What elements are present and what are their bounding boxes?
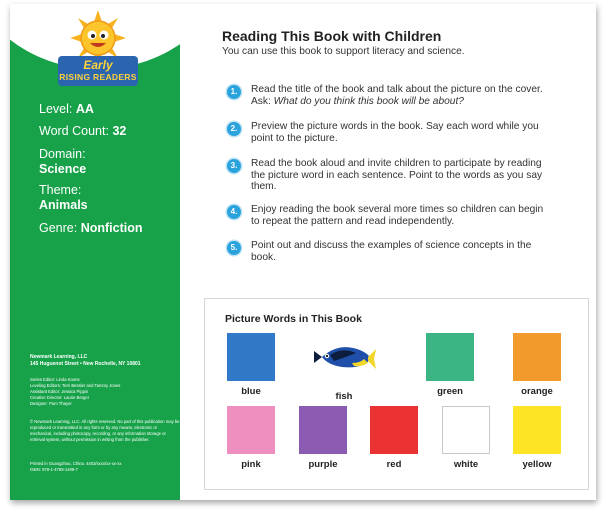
genre-field <box>39 221 143 236</box>
credit-line: Leveling Editors: Terri Bessler and Tammy Jones <box>30 383 121 388</box>
word-label: green <box>437 386 463 397</box>
theme-field <box>39 183 88 213</box>
step-text <box>251 84 551 107</box>
step-text: Point out and discuss the examples of science concepts in the book. <box>251 240 532 263</box>
word-label: fish <box>335 391 353 402</box>
credit-line: Assistant Editor: Jessica Pippin <box>30 389 89 394</box>
word-count-field <box>39 124 126 139</box>
word-count-value: 32 <box>112 124 127 138</box>
step-number-badge: 2. <box>227 122 241 136</box>
logo-line-1: Early <box>83 58 113 72</box>
genre-value: Nonfiction <box>80 221 143 235</box>
isbn-line: ISBN: 978-1-4788-1408-7 <box>30 467 78 472</box>
page-title: Reading This Book with Children <box>222 28 442 44</box>
blue-swatch <box>227 333 275 381</box>
word-label: red <box>386 459 402 470</box>
step-text: Enjoy reading the book several more times so children can begin to repeat the pattern and read independently. <box>251 204 544 227</box>
fish-icon <box>312 333 376 381</box>
sidebar-divider <box>180 4 186 500</box>
word-card-yellow <box>505 406 569 470</box>
word-card-green <box>418 333 482 397</box>
picture-words-panel <box>204 298 589 490</box>
word-label: purple <box>308 459 338 470</box>
word-card-blue <box>219 333 283 397</box>
step-text: Preview the picture words in the book. Say each word while you point to the picture. <box>251 121 539 144</box>
publisher-address: 145 Huguenot Street • New Rochelle, NY 10801 <box>30 360 141 367</box>
level-label: Level: <box>39 102 73 116</box>
theme-label: Theme: <box>39 183 82 197</box>
logo-banner <box>58 56 138 86</box>
level-value: AA <box>75 102 94 116</box>
picture-words-title: Picture Words in This Book <box>225 313 362 325</box>
credit-line: Designer: Pam Thayer <box>30 401 72 406</box>
white-swatch <box>442 406 490 454</box>
credit-line: Creative Director: Laurie Berger <box>30 395 90 400</box>
page <box>10 4 596 500</box>
word-label: yellow <box>522 459 552 470</box>
yellow-swatch <box>513 406 561 454</box>
word-label: white <box>453 459 479 470</box>
domain-field <box>39 147 86 177</box>
word-label: pink <box>241 459 261 470</box>
step-number-badge: 1. <box>227 85 241 99</box>
theme-value: Animals <box>39 198 88 212</box>
genre-label: Genre: <box>39 221 78 235</box>
publisher-name: Newmark Learning, LLC <box>30 354 88 360</box>
copyright-notice: © Newmark Learning, LLC. All rights reserved. No part of this publication may be reproduced or transmitted in any form or by any means, electronic or mechanical, including photocopy, recording, or any information storage or retrieval system, without permission in writing from the publisher. <box>30 419 180 442</box>
word-card-pink <box>219 406 283 470</box>
publisher-credits <box>30 377 180 407</box>
word-card-purple <box>291 406 355 470</box>
domain-label: Domain: <box>39 147 86 161</box>
word-card-orange <box>505 333 569 397</box>
domain-value: Science <box>39 162 87 176</box>
red-swatch <box>370 406 418 454</box>
level-field <box>39 102 94 117</box>
word-card-fish <box>312 333 376 402</box>
print-info <box>30 461 180 473</box>
credit-line: Series Editor: Linda Koons <box>30 377 80 382</box>
word-card-red <box>362 406 426 470</box>
orange-swatch <box>513 333 561 381</box>
logo-line-2: RISING READERS <box>59 72 137 82</box>
step-number-badge: 5. <box>227 241 241 255</box>
early-rising-readers-logo <box>48 6 148 88</box>
word-label: orange <box>521 386 553 397</box>
purple-swatch <box>299 406 347 454</box>
step-text-question: What do you think this book will be about? <box>273 95 464 107</box>
book-info-sidebar <box>10 4 186 500</box>
publisher-block <box>30 354 180 367</box>
step-number-badge: 3. <box>227 159 241 173</box>
pink-swatch <box>227 406 275 454</box>
green-swatch <box>426 333 474 381</box>
step-text-plain: Read the title of the book and talk about the picture on the cover. Ask: <box>251 84 543 107</box>
step-number-badge: 4. <box>227 205 241 219</box>
step-text: Read the book aloud and invite children to participate by reading the picture word in each sentence. Point to the words as you say them. <box>251 158 543 192</box>
word-card-white <box>434 406 498 470</box>
printed-line: Printed in Guangzhou, China. 4403/xxxx/xx-xx-xx <box>30 461 122 466</box>
page-subtitle: You can use this book to support literacy and science. <box>222 46 465 57</box>
word-label: blue <box>241 386 261 397</box>
word-count-label: Word Count: <box>39 124 109 138</box>
